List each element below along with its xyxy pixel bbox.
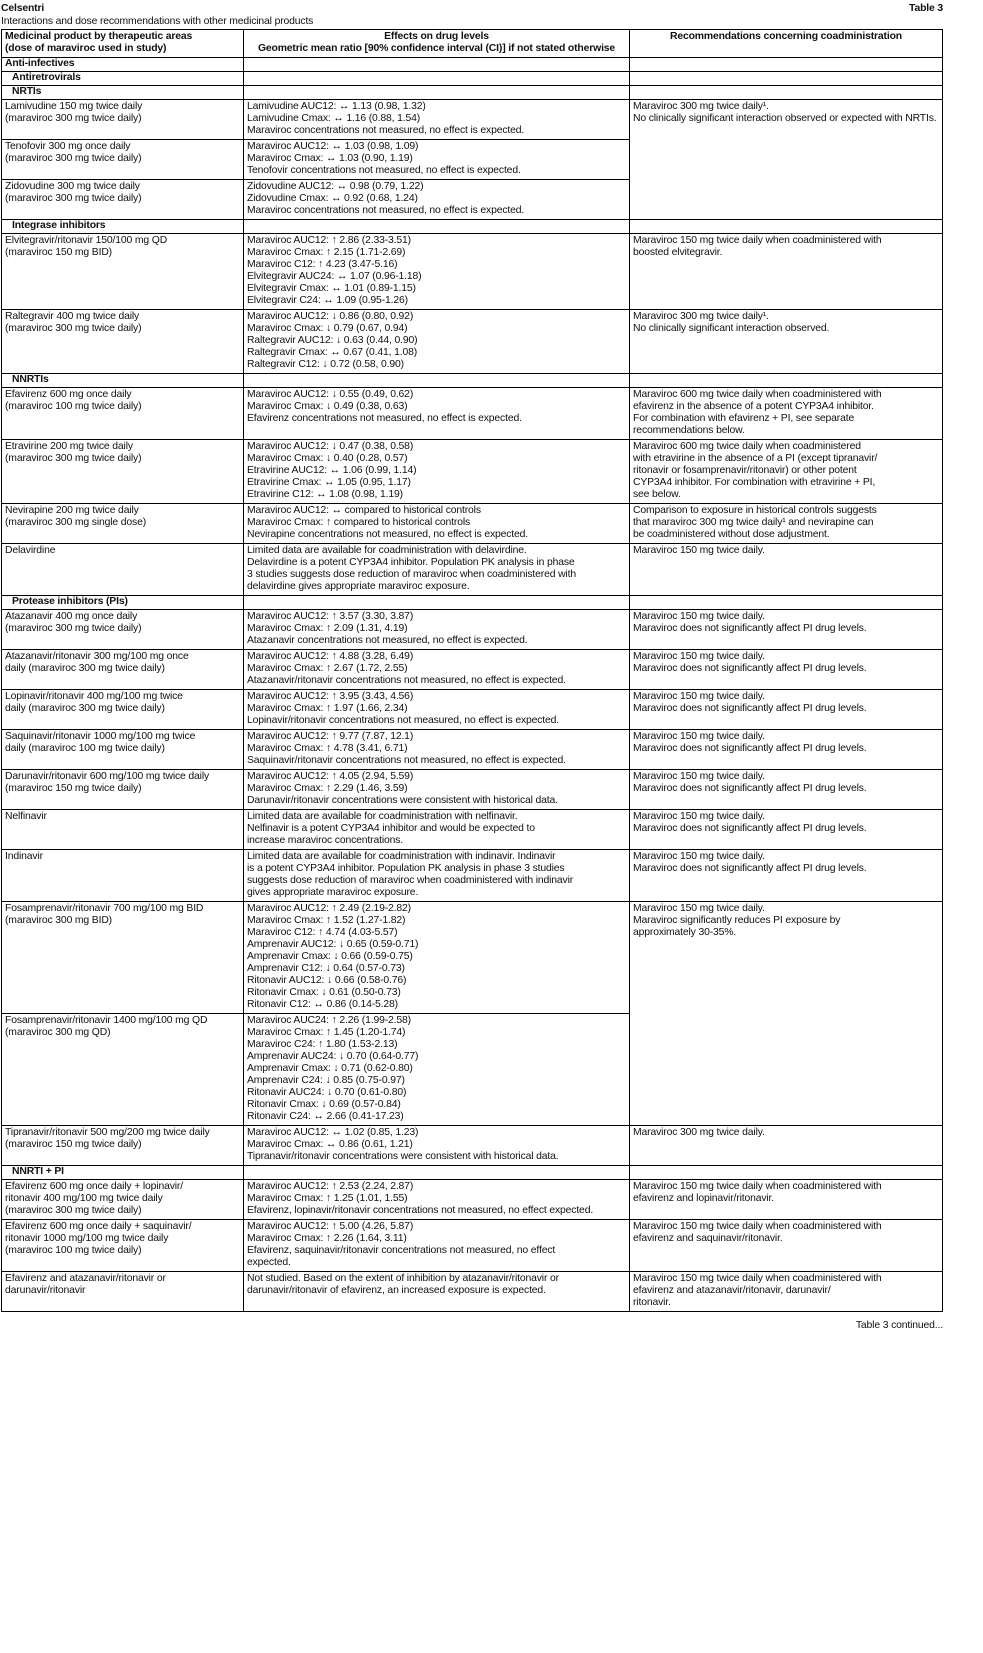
cell-line: (maraviroc 300 mg twice daily): [5, 193, 142, 204]
effects-cell: [244, 610, 630, 650]
cell-line: Maraviroc 300 mg twice daily.: [633, 1127, 765, 1138]
drug-cell: [2, 440, 244, 504]
cell-line: Maraviroc AUC12: ↑ 3.95 (3.43, 4.56): [247, 691, 414, 702]
cell-line: Maraviroc concentrations not measured, no effect is expected.: [247, 125, 525, 136]
cell-line: daily (maraviroc 300 mg twice daily): [5, 703, 165, 714]
recommendation-cell: [630, 1272, 943, 1312]
cell-line: Maraviroc C24: ↑ 1.80 (1.53-2.13): [247, 1039, 398, 1050]
table-row: [2, 234, 943, 310]
cell-line: Ritonavir Cmax: ↓ 0.61 (0.50-0.73): [247, 987, 401, 998]
cell-line: ritonavir.: [633, 1297, 671, 1308]
cell-line: Maraviroc Cmax: ↑ 4.78 (3.41, 6.71): [247, 743, 408, 754]
table-row: [2, 1126, 943, 1166]
cell-line: Maraviroc Cmax: ↑ 1.25 (1.01, 1.55): [247, 1193, 408, 1204]
cell-line: Maraviroc 150 mg twice daily.: [633, 731, 765, 742]
cell-line: Maraviroc Cmax: ↓ 0.49 (0.38, 0.63): [247, 401, 408, 412]
table-caption: Interactions and dose recommendations with other medicinal products: [1, 16, 314, 27]
cell-line: Maraviroc 150 mg twice daily when coadministered with: [633, 1181, 882, 1192]
column-header-line: Geometric mean ratio [90% confidence interval (CI)] if not stated otherwise: [257, 43, 616, 54]
recommendation-cell: [630, 234, 943, 310]
cell-line: Maraviroc 150 mg twice daily.: [633, 771, 765, 782]
cell-line: Raltegravir AUC12: ↓ 0.63 (0.44, 0.90): [247, 335, 418, 346]
empty-cell: [630, 220, 943, 234]
cell-line: Etravirine Cmax: ↔ 1.05 (0.95, 1.17): [247, 477, 411, 488]
column-header-line: Effects on drug levels: [384, 31, 489, 42]
effects-cell: [244, 100, 630, 140]
recommendation-cell: [630, 902, 943, 1126]
effects-cell: [244, 1180, 630, 1220]
cell-line: Maraviroc Cmax: ↑ 2.09 (1.31, 4.19): [247, 623, 408, 634]
table-row: [2, 770, 943, 810]
section-label: NNRTI + PI: [2, 1166, 244, 1180]
column-header-effects: [244, 30, 630, 58]
table-row: [2, 1272, 943, 1312]
section-row: [2, 596, 943, 610]
cell-line: recommendations below.: [633, 425, 745, 436]
effects-cell: [244, 234, 630, 310]
cell-line: Etravirine AUC12: ↔ 1.06 (0.99, 1.14): [247, 465, 417, 476]
drug-cell: [2, 544, 244, 596]
recommendation-cell: [630, 544, 943, 596]
recommendation-cell: [630, 650, 943, 690]
cell-line: (maraviroc 300 mg twice daily): [5, 323, 142, 334]
cell-line: (maraviroc 300 mg BID): [5, 915, 112, 926]
cell-line: Maraviroc significantly reduces PI exposure by: [633, 915, 841, 926]
column-header-recommendations: [630, 30, 943, 58]
cell-line: Fosamprenavir/ritonavir 1400 mg/100 mg QD: [5, 1015, 208, 1026]
effects-cell: [244, 902, 630, 1014]
drug-cell: [2, 310, 244, 374]
recommendation-cell: [630, 100, 943, 220]
drug-cell: [2, 388, 244, 440]
cell-line: Nevirapine concentrations not measured, no effect is expected.: [247, 529, 529, 540]
cell-line: Efavirenz concentrations not measured, no effect is expected.: [247, 413, 522, 424]
effects-cell: [244, 180, 630, 220]
cell-line: Amprenavir AUC12: ↓ 0.65 (0.59-0.71): [247, 939, 419, 950]
cell-line: Nelfinavir is a potent CYP3A4 inhibitor and would be expected to: [247, 823, 535, 834]
cell-line: Maraviroc 150 mg twice daily.: [633, 903, 765, 914]
empty-cell: [630, 374, 943, 388]
cell-line: approximately 30-35%.: [633, 927, 737, 938]
cell-line: Tipranavir/ritonavir concentrations were consistent with historical data.: [247, 1151, 559, 1162]
cell-line: Zidovudine Cmax: ↔ 0.92 (0.68, 1.24): [247, 193, 418, 204]
drug-cell: [2, 504, 244, 544]
cell-line: Comparison to exposure in historical controls suggests: [633, 505, 877, 516]
effects-cell: [244, 140, 630, 180]
cell-line: Etravirine C12: ↔ 1.08 (0.98, 1.19): [247, 489, 403, 500]
cell-line: Maraviroc 150 mg twice daily.: [633, 651, 765, 662]
cell-line: Not studied. Based on the extent of inhibition by atazanavir/ritonavir or: [247, 1273, 559, 1284]
drug-cell: [2, 1126, 244, 1166]
table-row: [2, 504, 943, 544]
drug-cell: [2, 1272, 244, 1312]
cell-line: Elvitegravir Cmax: ↔ 1.01 (0.89-1.15): [247, 283, 416, 294]
recommendation-cell: [630, 810, 943, 850]
column-header-line: Medicinal product by therapeutic areas: [5, 31, 193, 42]
cell-line: see below.: [633, 489, 681, 500]
cell-line: Zidovudine AUC12: ↔ 0.98 (0.79, 1.22): [247, 181, 424, 192]
cell-line: Lopinavir/ritonavir 400 mg/100 mg twice: [5, 691, 183, 702]
cell-line: Lamivudine 150 mg twice daily: [5, 101, 143, 112]
cell-line: Tenofovir concentrations not measured, no effect is expected.: [247, 165, 521, 176]
cell-line: with etravirine in the absence of a PI (except tipranavir/: [633, 453, 878, 464]
cell-line: Darunavir/ritonavir concentrations were consistent with historical data.: [247, 795, 558, 806]
cell-line: Lopinavir/ritonavir concentrations not measured, no effect is expected.: [247, 715, 560, 726]
empty-cell: [244, 374, 630, 388]
cell-line: Limited data are available for coadministration with delavirdine.: [247, 545, 527, 556]
cell-line: Limited data are available for coadministration with nelfinavir.: [247, 811, 518, 822]
cell-line: Maraviroc 150 mg twice daily when coadministered with: [633, 1221, 882, 1232]
cell-line: Maraviroc does not significantly affect PI drug levels.: [633, 703, 867, 714]
cell-line: daily (maraviroc 100 mg twice daily): [5, 743, 165, 754]
cell-line: Maraviroc Cmax: ↓ 0.40 (0.28, 0.57): [247, 453, 408, 464]
drug-cell: [2, 100, 244, 140]
cell-line: Nevirapine 200 mg twice daily: [5, 505, 139, 516]
effects-cell: [244, 1220, 630, 1272]
recommendation-cell: [630, 850, 943, 902]
cell-line: suggests dose reduction of maraviroc when coadministered with indinavir: [247, 875, 574, 886]
table-row: [2, 610, 943, 650]
cell-line: Efavirenz and atazanavir/ritonavir or: [5, 1273, 166, 1284]
cell-line: Atazanavir 400 mg once daily: [5, 611, 138, 622]
table-row: [2, 650, 943, 690]
cell-line: Ritonavir AUC12: ↓ 0.66 (0.58-0.76): [247, 975, 407, 986]
cell-line: Maraviroc 150 mg twice daily.: [633, 851, 765, 862]
cell-line: Maraviroc AUC12: ↓ 0.55 (0.49, 0.62): [247, 389, 414, 400]
cell-line: Maraviroc concentrations not measured, no effect is expected.: [247, 205, 525, 216]
empty-cell: [244, 1166, 630, 1180]
cell-line: Maraviroc AUC12: ↔ 1.02 (0.85, 1.23): [247, 1127, 419, 1138]
cell-line: Tipranavir/ritonavir 500 mg/200 mg twice daily: [5, 1127, 210, 1138]
cell-line: Maraviroc Cmax: ↓ 0.79 (0.67, 0.94): [247, 323, 408, 334]
cell-line: delavirdine gives appropriate maraviroc exposure.: [247, 581, 470, 592]
cell-line: Maraviroc AUC12: ↔ compared to historical controls: [247, 505, 481, 516]
cell-line: Amprenavir C24: ↓ 0.85 (0.75-0.97): [247, 1075, 405, 1086]
cell-line: (maraviroc 100 mg twice daily): [5, 401, 142, 412]
cell-line: (maraviroc 150 mg BID): [5, 247, 112, 258]
cell-line: Amprenavir Cmax: ↓ 0.66 (0.59-0.75): [247, 951, 413, 962]
section-label: NNRTIs: [2, 374, 244, 388]
cell-line: Maraviroc Cmax: ↔ 0.86 (0.61, 1.21): [247, 1139, 413, 1150]
empty-cell: [244, 220, 630, 234]
table-row: [2, 902, 943, 1014]
cell-line: Raltegravir Cmax: ↔ 0.67 (0.41, 1.08): [247, 347, 418, 358]
cell-line: Efavirenz 600 mg once daily + lopinavir/: [5, 1181, 183, 1192]
cell-line: Amprenavir AUC24: ↓ 0.70 (0.64-0.77): [247, 1051, 419, 1062]
recommendation-cell: [630, 388, 943, 440]
cell-line: is a potent CYP3A4 inhibitor. Population PK analysis in phase 3 studies: [247, 863, 565, 874]
table-row: [2, 690, 943, 730]
effects-cell: [244, 810, 630, 850]
empty-cell: [630, 72, 943, 86]
cell-line: Maraviroc does not significantly affect PI drug levels.: [633, 863, 867, 874]
cell-line: Maraviroc does not significantly affect PI drug levels.: [633, 823, 867, 834]
drug-cell: [2, 650, 244, 690]
cell-line: increase maraviroc concentrations.: [247, 835, 404, 846]
cell-line: Efavirenz, lopinavir/ritonavir concentrations not measured, no effect expected.: [247, 1205, 594, 1216]
section-row: [2, 72, 943, 86]
effects-cell: [244, 388, 630, 440]
cell-line: Maraviroc AUC12: ↑ 4.88 (3.28, 6.49): [247, 651, 414, 662]
section-row: [2, 86, 943, 100]
cell-line: Limited data are available for coadministration with indinavir. Indinavir: [247, 851, 556, 862]
cell-line: (maraviroc 300 mg QD): [5, 1027, 111, 1038]
section-row: [2, 58, 943, 72]
effects-cell: [244, 1272, 630, 1312]
section-label: Integrase inhibitors: [2, 220, 244, 234]
cell-line: Efavirenz 600 mg once daily + saquinavir/: [5, 1221, 192, 1232]
cell-line: ritonavir or fosamprenavir/ritonavir) or other potent: [633, 465, 857, 476]
cell-line: Maraviroc does not significantly affect PI drug levels.: [633, 623, 867, 634]
cell-line: that maraviroc 300 mg twice daily¹ and nevirapine can: [633, 517, 874, 528]
cell-line: expected.: [247, 1257, 291, 1268]
table-row: [2, 388, 943, 440]
cell-line: Maraviroc AUC12: ↑ 9.77 (7.87, 12.1): [247, 731, 414, 742]
cell-line: Darunavir/ritonavir 600 mg/100 mg twice daily: [5, 771, 210, 782]
cell-line: Amprenavir Cmax: ↓ 0.71 (0.62-0.80): [247, 1063, 413, 1074]
drug-cell: [2, 1014, 244, 1126]
cell-line: Maraviroc does not significantly affect PI drug levels.: [633, 743, 867, 754]
cell-line: Etravirine 200 mg twice daily: [5, 441, 133, 452]
cell-line: CYP3A4 inhibitor. For combination with etravirine + PI,: [633, 477, 876, 488]
cell-line: Maraviroc 150 mg twice daily when coadministered with: [633, 1273, 882, 1284]
document-header: [1, 3, 943, 16]
cell-line: Ritonavir C24: ↔ 2.66 (0.41-17.23): [247, 1111, 404, 1122]
cell-line: Maraviroc Cmax: ↑ 2.29 (1.46, 3.59): [247, 783, 408, 794]
effects-cell: [244, 650, 630, 690]
cell-line: No clinically significant interaction observed or expected with NRTIs.: [633, 113, 937, 124]
cell-line: Maraviroc C12: ↑ 4.74 (4.03-5.57): [247, 927, 398, 938]
recommendation-cell: [630, 1180, 943, 1220]
cell-line: Maraviroc Cmax: ↑ 1.52 (1.27-1.82): [247, 915, 406, 926]
recommendation-cell: [630, 690, 943, 730]
effects-cell: [244, 1126, 630, 1166]
cell-line: ritonavir 400 mg/100 mg twice daily: [5, 1193, 163, 1204]
cell-line: darunavir/ritonavir: [5, 1285, 86, 1296]
cell-line: Maraviroc Cmax: ↑ 2.15 (1.71-2.69): [247, 247, 406, 258]
cell-line: Maraviroc C12: ↑ 4.23 (3.47-5.16): [247, 259, 398, 270]
table-row: [2, 850, 943, 902]
effects-cell: [244, 850, 630, 902]
cell-line: ritonavir 1000 mg/100 mg twice daily: [5, 1233, 169, 1244]
cell-line: efavirenz in the absence of a potent CYP3A4 inhibitor.: [633, 401, 874, 412]
cell-line: Maraviroc Cmax: ↑ 1.45 (1.20-1.74): [247, 1027, 406, 1038]
table-header-row: [2, 30, 943, 58]
column-header-line: (dose of maraviroc used in study): [5, 43, 167, 54]
cell-line: Nelfinavir: [5, 811, 47, 822]
table-row: [2, 1180, 943, 1220]
drug-cell: [2, 690, 244, 730]
recommendation-cell: [630, 1220, 943, 1272]
cell-line: gives appropriate maraviroc exposure.: [247, 887, 419, 898]
cell-line: Maraviroc Cmax: ↑ 1.97 (1.66, 2.34): [247, 703, 408, 714]
empty-cell: [630, 1166, 943, 1180]
cell-line: Maraviroc 300 mg twice daily¹.: [633, 311, 769, 322]
cell-line: Raltegravir 400 mg twice daily: [5, 311, 140, 322]
cell-line: (maraviroc 100 mg twice daily): [5, 1245, 142, 1256]
recommendation-cell: [630, 310, 943, 374]
cell-line: efavirenz and saquinavir/ritonavir.: [633, 1233, 783, 1244]
cell-line: Delavirdine: [5, 545, 56, 556]
cell-line: Maraviroc does not significantly affect PI drug levels.: [633, 663, 867, 674]
effects-cell: [244, 730, 630, 770]
cell-line: efavirenz and atazanavir/ritonavir, darunavir/: [633, 1285, 831, 1296]
drug-cell: [2, 1180, 244, 1220]
recommendation-cell: [630, 504, 943, 544]
empty-cell: [244, 58, 630, 72]
cell-line: Maraviroc 300 mg twice daily¹.: [633, 101, 769, 112]
cell-line: Indinavir: [5, 851, 43, 862]
table-row: [2, 1220, 943, 1272]
cell-line: Maraviroc does not significantly affect PI drug levels.: [633, 783, 867, 794]
recommendation-cell: [630, 1126, 943, 1166]
effects-cell: [244, 504, 630, 544]
cell-line: Maraviroc Cmax: ↑ compared to historical controls: [247, 517, 471, 528]
cell-line: daily (maraviroc 300 mg twice daily): [5, 663, 165, 674]
column-header-product: [2, 30, 244, 58]
cell-line: Maraviroc Cmax: ↔ 1.03 (0.90, 1.19): [247, 153, 413, 164]
cell-line: Ritonavir Cmax: ↓ 0.69 (0.57-0.84): [247, 1099, 401, 1110]
cell-line: Maraviroc 150 mg twice daily when coadministered with: [633, 235, 882, 246]
table-row: [2, 730, 943, 770]
drug-cell: [2, 234, 244, 310]
cell-line: Atazanavir/ritonavir concentrations not measured, no effect is expected.: [247, 675, 566, 686]
empty-cell: [244, 72, 630, 86]
cell-line: Maraviroc AUC12: ↑ 3.57 (3.30, 3.87): [247, 611, 414, 622]
cell-line: Maraviroc AUC12: ↑ 5.00 (4.26, 5.87): [247, 1221, 414, 1232]
drug-cell: [2, 180, 244, 220]
cell-line: Maraviroc Cmax: ↑ 2.67 (1.72, 2.55): [247, 663, 408, 674]
cell-line: (maraviroc 300 mg single dose): [5, 517, 147, 528]
effects-cell: [244, 1014, 630, 1126]
cell-line: Tenofovir 300 mg once daily: [5, 141, 131, 152]
empty-cell: [630, 58, 943, 72]
cell-line: Fosamprenavir/ritonavir 700 mg/100 mg BID: [5, 903, 204, 914]
drug-cell: [2, 140, 244, 180]
cell-line: 3 studies suggests dose reduction of maraviroc when coadministered with: [247, 569, 576, 580]
section-row: [2, 220, 943, 234]
recommendation-cell: [630, 770, 943, 810]
cell-line: Efavirenz 600 mg once daily: [5, 389, 132, 400]
recommendation-cell: [630, 610, 943, 650]
cell-line: Maraviroc AUC12: ↔ 1.03 (0.98, 1.09): [247, 141, 419, 152]
cell-line: Elvitegravir AUC24: ↔ 1.07 (0.96-1.18): [247, 271, 422, 282]
cell-line: Ritonavir AUC24: ↓ 0.70 (0.61-0.80): [247, 1087, 407, 1098]
section-label: Anti-infectives: [2, 58, 244, 72]
interactions-table: [1, 29, 943, 1312]
drug-cell: [2, 850, 244, 902]
cell-line: Maraviroc 150 mg twice daily.: [633, 811, 765, 822]
section-label: Protease inhibitors (PIs): [2, 596, 244, 610]
drug-cell: [2, 610, 244, 650]
drug-cell: [2, 810, 244, 850]
table-label: Table 3: [909, 3, 943, 14]
table-row: [2, 810, 943, 850]
cell-line: Maraviroc AUC12: ↑ 2.49 (2.19-2.82): [247, 903, 411, 914]
cell-line: (maraviroc 300 mg twice daily): [5, 113, 142, 124]
cell-line: be coadministered without dose adjustment.: [633, 529, 830, 540]
drug-cell: [2, 730, 244, 770]
drug-cell: [2, 902, 244, 1014]
cell-line: Maraviroc AUC12: ↓ 0.86 (0.80, 0.92): [247, 311, 414, 322]
recommendation-cell: [630, 440, 943, 504]
effects-cell: [244, 770, 630, 810]
cell-line: Maraviroc Cmax: ↑ 2.26 (1.64, 3.11): [247, 1233, 407, 1244]
table-row: [2, 100, 943, 140]
cell-line: Elvitegravir C24: ↔ 1.09 (0.95-1.26): [247, 295, 408, 306]
cell-line: Maraviroc AUC12: ↓ 0.47 (0.38, 0.58): [247, 441, 414, 452]
cell-line: (maraviroc 300 mg twice daily): [5, 453, 142, 464]
cell-line: Saquinavir/ritonavir 1000 mg/100 mg twice: [5, 731, 196, 742]
cell-line: Saquinavir/ritonavir concentrations not measured, no effect is expected.: [247, 755, 566, 766]
cell-line: Maraviroc AUC24: ↑ 2.26 (1.99-2.58): [247, 1015, 411, 1026]
cell-line: Elvitegravir/ritonavir 150/100 mg QD: [5, 235, 168, 246]
table-row: [2, 310, 943, 374]
cell-line: Maraviroc 150 mg twice daily.: [633, 691, 765, 702]
empty-cell: [244, 596, 630, 610]
cell-line: boosted elvitegravir.: [633, 247, 723, 258]
empty-cell: [630, 596, 943, 610]
cell-line: (maraviroc 150 mg twice daily): [5, 1139, 142, 1150]
cell-line: Lamivudine AUC12: ↔ 1.13 (0.98, 1.32): [247, 101, 426, 112]
effects-cell: [244, 690, 630, 730]
cell-line: Lamivudine Cmax: ↔ 1.16 (0.88, 1.54): [247, 113, 421, 124]
recommendation-cell: [630, 730, 943, 770]
cell-line: For combination with efavirenz + PI, see separate: [633, 413, 855, 424]
table-row: [2, 544, 943, 596]
cell-line: Maraviroc 600 mg twice daily when coadministered with: [633, 389, 882, 400]
cell-line: Maraviroc 150 mg twice daily.: [633, 611, 765, 622]
cell-line: Maraviroc AUC12: ↑ 2.86 (2.33-3.51): [247, 235, 411, 246]
cell-line: (maraviroc 300 mg twice daily): [5, 153, 142, 164]
effects-cell: [244, 544, 630, 596]
effects-cell: [244, 440, 630, 504]
cell-line: Maraviroc 600 mg twice daily when coadministered: [633, 441, 861, 452]
section-label: NRTIs: [2, 86, 244, 100]
cell-line: Atazanavir concentrations not measured, no effect is expected.: [247, 635, 528, 646]
cell-line: Ritonavir C12: ↔ 0.86 (0.14-5.28): [247, 999, 398, 1010]
cell-line: darunavir/ritonavir of efavirenz, an increased exposure is expected.: [247, 1285, 546, 1296]
cell-line: Atazanavir/ritonavir 300 mg/100 mg once: [5, 651, 189, 662]
section-row: [2, 1166, 943, 1180]
empty-cell: [630, 86, 943, 100]
cell-line: efavirenz and lopinavir/ritonavir.: [633, 1193, 775, 1204]
drug-cell: [2, 1220, 244, 1272]
cell-line: Raltegravir C12: ↓ 0.72 (0.58, 0.90): [247, 359, 404, 370]
cell-line: (maraviroc 150 mg twice daily): [5, 783, 142, 794]
cell-line: No clinically significant interaction observed.: [633, 323, 830, 334]
column-header-line: Recommendations concerning coadministration: [670, 31, 902, 42]
cell-line: Efavirenz, saquinavir/ritonavir concentrations not measured, no effect: [247, 1245, 556, 1256]
table-row: [2, 440, 943, 504]
empty-cell: [244, 86, 630, 100]
cell-line: Maraviroc AUC12: ↑ 2.53 (2.24, 2.87): [247, 1181, 414, 1192]
cell-line: Maraviroc AUC12: ↑ 4.05 (2.94, 5.59): [247, 771, 414, 782]
cell-line: Maraviroc 150 mg twice daily.: [633, 545, 765, 556]
cell-line: (maraviroc 300 mg twice daily): [5, 1205, 142, 1216]
cell-line: Amprenavir C12: ↓ 0.64 (0.57-0.73): [247, 963, 405, 974]
cell-line: Zidovudine 300 mg twice daily: [5, 181, 140, 192]
cell-line: Delavirdine is a potent CYP3A4 inhibitor. Population PK analysis in phase: [247, 557, 575, 568]
effects-cell: [244, 310, 630, 374]
cell-line: (maraviroc 300 mg twice daily): [5, 623, 142, 634]
table-continued-note: Table 3 continued...: [855, 1320, 943, 1331]
section-label: Antiretrovirals: [2, 72, 244, 86]
section-row: [2, 374, 943, 388]
drug-cell: [2, 770, 244, 810]
document-title: Celsentri: [1, 3, 45, 14]
